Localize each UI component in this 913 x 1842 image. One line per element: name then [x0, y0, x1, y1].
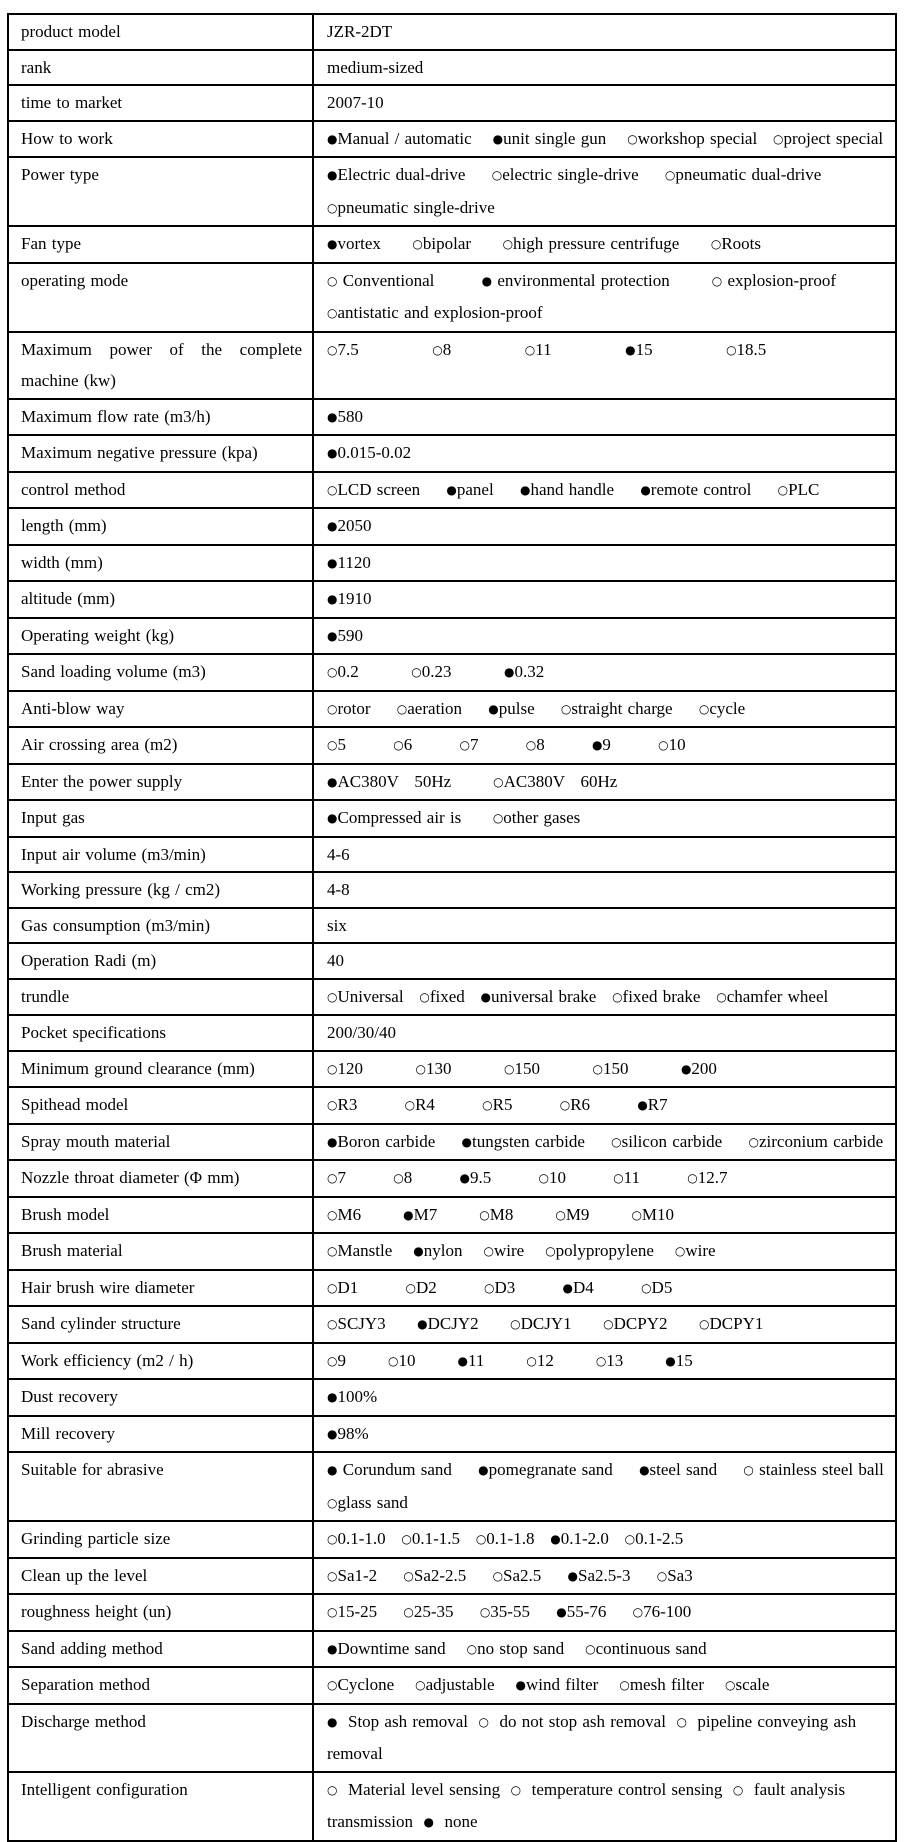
spec-row-value: ○SCJY3 ●DCJY2 ○DCJY1 ○DCPY2 ○DCPY1 [313, 1306, 896, 1343]
hollow-option-bullet-icon: ○ [748, 1134, 759, 1149]
spec-row-label: Maximum flow rate (m3/h) [8, 399, 313, 436]
spec-row [8, 157, 896, 226]
hollow-option-bullet-icon: ○ [327, 1678, 338, 1692]
hollow-option-bullet-icon: ○ [631, 1207, 642, 1222]
filled-option-bullet-icon: ● [327, 811, 338, 825]
spec-row [8, 837, 896, 873]
spec-row-value: ●AC380V 50Hz ○AC380V 60Hz [313, 764, 896, 801]
spec-row-label: Maximum power of the complete machine (kw) [8, 332, 313, 399]
spec-row-value: ○rotor ○aeration ●pulse ○straight charge ○cycle [313, 691, 896, 728]
spec-row [8, 332, 896, 399]
hollow-option-bullet-icon: ○ [411, 665, 422, 679]
spec-row-label: altitude (mm) [8, 581, 313, 618]
spec-row [8, 618, 896, 655]
spec-row-value: ○5 ○6 ○7 ○8 ●9 ○10 [313, 727, 896, 764]
hollow-option-bullet-icon: ○ [698, 701, 710, 716]
hollow-option-bullet-icon: ○ [327, 306, 338, 320]
spec-row-label: Operation Radi (m) [8, 943, 313, 979]
spec-row [8, 654, 896, 691]
hollow-option-bullet-icon: ○ [526, 1353, 537, 1368]
hollow-option-bullet-icon: ○ [603, 1317, 614, 1331]
filled-option-bullet-icon: ● [327, 237, 338, 251]
hollow-option-bullet-icon: ○ [687, 1171, 698, 1185]
spec-row-value: ●Manual / automatic ●unit single gun ○workshop special ○project special [313, 121, 896, 158]
spec-row-label: Discharge method [8, 1704, 313, 1772]
filled-option-bullet-icon: ● [327, 1426, 338, 1441]
hollow-option-bullet-icon: ○ [493, 774, 504, 789]
spec-row-value: ●0.015-0.02 [313, 435, 896, 472]
filled-option-bullet-icon: ● [417, 1317, 428, 1331]
filled-option-bullet-icon: ● [327, 592, 338, 606]
filled-option-bullet-icon: ● [488, 701, 499, 716]
spec-row-label: length (mm) [8, 508, 313, 545]
filled-option-bullet-icon: ● [457, 1353, 468, 1368]
hollow-option-bullet-icon: ○ [327, 1061, 338, 1076]
spec-row-label: roughness height (un) [8, 1594, 313, 1631]
spec-row [8, 1160, 896, 1197]
hollow-option-bullet-icon: ○ [327, 1532, 338, 1546]
spec-row-label: trundle [8, 979, 313, 1016]
hollow-option-bullet-icon: ○ [641, 1280, 652, 1295]
filled-option-bullet-icon: ● [327, 555, 338, 570]
spec-row-value: ●590 [313, 618, 896, 655]
spec-row [8, 943, 896, 979]
spec-row-label: Suitable for abrasive [8, 1452, 313, 1521]
product-spec-table [7, 13, 897, 1842]
hollow-option-bullet-icon: ○ [510, 1317, 521, 1331]
spec-row-label: Clean up the level [8, 1558, 313, 1595]
hollow-option-bullet-icon: ○ [387, 1353, 399, 1368]
spec-row-label: Mill recovery [8, 1416, 313, 1453]
hollow-option-bullet-icon: ○ [432, 342, 443, 357]
spec-row-value: ○R3 ○R4 ○R5 ○R6 ●R7 [313, 1087, 896, 1124]
spec-row-value: ○7 ○8 ●9.5 ○10 ○11 ○12.7 [313, 1160, 896, 1197]
hollow-option-bullet-icon: ○ [479, 1207, 490, 1222]
spec-row-label: Work efficiency (m2 / h) [8, 1343, 313, 1380]
spec-row [8, 1558, 896, 1595]
spec-row [8, 1667, 896, 1704]
hollow-option-bullet-icon: ○ [327, 1568, 338, 1583]
spec-row-label: time to market [8, 85, 313, 121]
spec-row [8, 800, 896, 837]
spec-row-value: ●580 [313, 399, 896, 436]
spec-row-value: JZR-2DT [313, 14, 896, 50]
filled-option-bullet-icon: ● [480, 989, 491, 1004]
hollow-option-bullet-icon: ○ [327, 989, 338, 1004]
spec-row [8, 14, 896, 50]
spec-row-value: ○Cyclone ○adjustable ●wind filter ○mesh filter ○scale [313, 1667, 896, 1704]
hollow-option-bullet-icon: ○ [503, 1061, 515, 1076]
filled-option-bullet-icon: ● [327, 774, 338, 789]
spec-row-value: ● Corundum sand ●pomegranate sand ●steel sand ○ stainless steel ball ○glass sand [313, 1452, 896, 1521]
hollow-option-bullet-icon: ○ [327, 1353, 338, 1368]
spec-row-label: Sand cylinder structure [8, 1306, 313, 1343]
spec-row-value: ○0.2 ○0.23 ●0.32 [313, 654, 896, 691]
hollow-option-bullet-icon: ○ [674, 1244, 686, 1258]
hollow-option-bullet-icon: ○ [327, 200, 338, 215]
hollow-option-bullet-icon: ○ [415, 1678, 426, 1692]
hollow-option-bullet-icon: ○ [327, 1171, 338, 1185]
spec-row-value: ○Sa1-2 ○Sa2-2.5 ○Sa2.5 ●Sa2.5-3 ○Sa3 [313, 1558, 896, 1595]
spec-row-value: ● Stop ash removal ○ do not stop ash removal ○ pipeline conveying ash removal [313, 1704, 896, 1772]
spec-row-value: ○M6 ●M7 ○M8 ○M9 ○M10 [313, 1197, 896, 1234]
spec-row-label: Grinding particle size [8, 1521, 313, 1558]
filled-option-bullet-icon: ● [327, 131, 338, 146]
hollow-option-bullet-icon: ○ [404, 1098, 416, 1112]
spec-row-value: ○Universal ○fixed ●universal brake ○fixed brake ○chamfer wheel [313, 979, 896, 1016]
spec-row-label: Sand adding method [8, 1631, 313, 1668]
spec-row-value: 2007-10 [313, 85, 896, 121]
spec-row-label: rank [8, 50, 313, 86]
spec-row [8, 121, 896, 158]
filled-option-bullet-icon: ● [327, 1641, 338, 1656]
filled-option-bullet-icon: ● [519, 482, 531, 497]
hollow-option-bullet-icon: ○ [415, 1061, 426, 1076]
spec-row-value: ○120 ○130 ○150 ○150 ●200 [313, 1051, 896, 1088]
hollow-option-bullet-icon: ○ [699, 1317, 710, 1331]
spec-row-label: Pocket specifications [8, 1015, 313, 1051]
spec-row-label: Input air volume (m3/min) [8, 837, 313, 873]
spec-row [8, 1233, 896, 1270]
spec-row-label: Sand loading volume (m3) [8, 654, 313, 691]
hollow-option-bullet-icon: ○ [502, 237, 514, 251]
spec-row-label: Enter the power supply [8, 764, 313, 801]
spec-row-label: product model [8, 14, 313, 50]
filled-option-bullet-icon: ● [327, 168, 338, 182]
hollow-option-bullet-icon: ○ [585, 1641, 596, 1656]
hollow-option-bullet-icon: ○ [403, 1568, 414, 1583]
spec-row [8, 1452, 896, 1521]
filled-option-bullet-icon: ● [403, 1207, 414, 1222]
spec-row-label: Minimum ground clearance (mm) [8, 1051, 313, 1088]
spec-row-label: Brush model [8, 1197, 313, 1234]
hollow-option-bullet-icon: ○ [327, 1317, 338, 1331]
hollow-option-bullet-icon: ○ [492, 1568, 504, 1583]
hollow-option-bullet-icon: ○ [327, 665, 338, 679]
hollow-option-bullet-icon: ○ [327, 1495, 338, 1510]
spec-row-value: ●1120 [313, 545, 896, 582]
filled-option-bullet-icon: ● [327, 1714, 338, 1729]
hollow-option-bullet-icon: ○ [619, 1678, 630, 1692]
spec-row [8, 263, 896, 332]
spec-row [8, 1704, 896, 1772]
filled-option-bullet-icon: ● [327, 1390, 338, 1404]
filled-option-bullet-icon: ● [503, 665, 515, 679]
hollow-option-bullet-icon: ○ [475, 1532, 487, 1546]
hollow-option-bullet-icon: ○ [327, 1244, 338, 1258]
spec-row-value: ○9 ○10 ●11 ○12 ○13 ●15 [313, 1343, 896, 1380]
hollow-option-bullet-icon: ○ [711, 273, 723, 288]
spec-row [8, 1197, 896, 1234]
hollow-option-bullet-icon: ○ [525, 738, 537, 752]
spec-row-value: ○D1 ○D2 ○D3 ●D4 ○D5 [313, 1270, 896, 1307]
hollow-option-bullet-icon: ○ [405, 1280, 416, 1295]
spec-row [8, 979, 896, 1016]
spec-row-value: ●Boron carbide ●tungsten carbide ○silicon carbide ○zirconium carbide [313, 1124, 896, 1161]
spec-row [8, 472, 896, 509]
hollow-option-bullet-icon: ○ [538, 1171, 549, 1185]
filled-option-bullet-icon: ● [639, 1463, 650, 1477]
hollow-option-bullet-icon: ○ [393, 1171, 404, 1185]
spec-row-value: ○Manstle ●nylon ○wire ○polypropylene ○wire [313, 1233, 896, 1270]
spec-row-label: Spray mouth material [8, 1124, 313, 1161]
spec-row-value: ●Electric dual-drive ○electric single-drive ○pneumatic dual-drive ○pneumatic single-drive [313, 157, 896, 226]
spec-row-value: ○0.1-1.0 ○0.1-1.5 ○0.1-1.8 ●0.1-2.0 ○0.1-2.5 [313, 1521, 896, 1558]
hollow-option-bullet-icon: ○ [327, 1280, 338, 1295]
spec-row [8, 1594, 896, 1631]
filled-option-bullet-icon: ● [556, 1605, 567, 1619]
hollow-option-bullet-icon: ○ [510, 1782, 522, 1797]
spec-row [8, 399, 896, 436]
spec-row-value: 200/30/40 [313, 1015, 896, 1051]
filled-option-bullet-icon: ● [515, 1678, 527, 1692]
spec-row-value: ●2050 [313, 508, 896, 545]
spec-row-label: Intelligent configuration [8, 1772, 313, 1841]
spec-row-label: Nozzle throat diameter (Φ mm) [8, 1160, 313, 1197]
filled-option-bullet-icon: ● [637, 1098, 648, 1112]
hollow-option-bullet-icon: ○ [627, 131, 638, 146]
spec-row [8, 1416, 896, 1453]
filled-option-bullet-icon: ● [413, 1244, 424, 1258]
spec-row [8, 1051, 896, 1088]
spec-row-label: Separation method [8, 1667, 313, 1704]
filled-option-bullet-icon: ● [461, 1134, 472, 1149]
spec-row-label: Anti-blow way [8, 691, 313, 728]
hollow-option-bullet-icon: ○ [545, 1244, 556, 1258]
hollow-option-bullet-icon: ○ [710, 237, 722, 251]
spec-row-label: Maximum negative pressure (kpa) [8, 435, 313, 472]
hollow-option-bullet-icon: ○ [327, 482, 338, 497]
spec-row-value: ●vortex ○bipolar ○high pressure centrifuge ○Roots [313, 226, 896, 263]
hollow-option-bullet-icon: ○ [327, 1098, 338, 1112]
spec-row [8, 1772, 896, 1841]
spec-row-value: 4-8 [313, 872, 896, 908]
hollow-option-bullet-icon: ○ [612, 989, 623, 1004]
hollow-option-bullet-icon: ○ [396, 701, 408, 716]
spec-row [8, 1015, 896, 1051]
spec-row-label: Dust recovery [8, 1379, 313, 1416]
spec-row [8, 1379, 896, 1416]
spec-row-value: ●98% [313, 1416, 896, 1453]
spec-row [8, 226, 896, 263]
filled-option-bullet-icon: ● [562, 1280, 574, 1295]
hollow-option-bullet-icon: ○ [393, 738, 404, 752]
spec-row-label: Spithead model [8, 1087, 313, 1124]
spec-row-value: ○LCD screen ●panel ●hand handle ●remote control ○PLC [313, 472, 896, 509]
hollow-option-bullet-icon: ○ [459, 738, 470, 752]
filled-option-bullet-icon: ● [680, 1061, 692, 1076]
filled-option-bullet-icon: ● [327, 519, 338, 533]
spec-row-label: Input gas [8, 800, 313, 837]
spec-row [8, 872, 896, 908]
spec-row [8, 1343, 896, 1380]
hollow-option-bullet-icon: ○ [743, 1463, 754, 1477]
filled-option-bullet-icon: ● [327, 409, 338, 424]
spec-row-value: ●100% [313, 1379, 896, 1416]
spec-row [8, 1306, 896, 1343]
hollow-option-bullet-icon: ○ [559, 1098, 571, 1112]
hollow-option-bullet-icon: ○ [676, 1714, 687, 1729]
spec-row-value: medium-sized [313, 50, 896, 86]
spec-row [8, 1087, 896, 1124]
filled-option-bullet-icon: ● [550, 1532, 561, 1546]
spec-row [8, 545, 896, 582]
spec-row-value: six [313, 908, 896, 944]
hollow-option-bullet-icon: ○ [327, 738, 338, 752]
spec-row-label: Working pressure (kg / cm2) [8, 872, 313, 908]
hollow-option-bullet-icon: ○ [613, 1171, 624, 1185]
hollow-option-bullet-icon: ○ [492, 811, 504, 825]
filled-option-bullet-icon: ● [625, 342, 636, 357]
spec-row [8, 508, 896, 545]
hollow-option-bullet-icon: ○ [327, 1207, 338, 1222]
hollow-option-bullet-icon: ○ [555, 1207, 566, 1222]
hollow-option-bullet-icon: ○ [327, 701, 338, 716]
hollow-option-bullet-icon: ○ [726, 342, 737, 357]
spec-row-label: width (mm) [8, 545, 313, 582]
hollow-option-bullet-icon: ○ [524, 342, 536, 357]
hollow-option-bullet-icon: ○ [777, 482, 789, 497]
hollow-option-bullet-icon: ○ [327, 342, 338, 357]
filled-option-bullet-icon: ● [492, 131, 504, 146]
filled-option-bullet-icon: ● [423, 1815, 434, 1829]
spec-row-label: operating mode [8, 263, 313, 332]
spec-table-body [8, 14, 896, 1841]
hollow-option-bullet-icon: ○ [483, 1244, 494, 1258]
filled-option-bullet-icon: ● [327, 628, 338, 643]
hollow-option-bullet-icon: ○ [664, 168, 676, 182]
hollow-option-bullet-icon: ○ [732, 1782, 744, 1797]
spec-row [8, 908, 896, 944]
filled-option-bullet-icon: ● [567, 1568, 579, 1583]
spec-row-value: 40 [313, 943, 896, 979]
filled-option-bullet-icon: ● [446, 482, 457, 497]
spec-row [8, 85, 896, 121]
filled-option-bullet-icon: ● [327, 1463, 338, 1477]
hollow-option-bullet-icon: ○ [632, 1605, 644, 1619]
filled-option-bullet-icon: ● [481, 273, 493, 288]
spec-row-label: Brush material [8, 1233, 313, 1270]
hollow-option-bullet-icon: ○ [624, 1532, 636, 1546]
spec-row-value: ●Compressed air is ○other gases [313, 800, 896, 837]
hollow-option-bullet-icon: ○ [484, 1280, 495, 1295]
spec-row [8, 435, 896, 472]
filled-option-bullet-icon: ● [478, 1463, 489, 1477]
hollow-option-bullet-icon: ○ [482, 1098, 493, 1112]
product-spec-page [0, 13, 913, 1831]
hollow-option-bullet-icon: ○ [656, 1568, 668, 1583]
hollow-option-bullet-icon: ○ [611, 1134, 622, 1149]
filled-option-bullet-icon: ● [591, 738, 603, 752]
spec-row-label: Gas consumption (m3/min) [8, 908, 313, 944]
spec-row-label: control method [8, 472, 313, 509]
filled-option-bullet-icon: ● [327, 446, 338, 460]
spec-row [8, 1270, 896, 1307]
filled-option-bullet-icon: ● [665, 1353, 676, 1368]
hollow-option-bullet-icon: ○ [479, 1605, 491, 1619]
spec-row [8, 727, 896, 764]
hollow-option-bullet-icon: ○ [478, 1714, 490, 1729]
hollow-option-bullet-icon: ○ [327, 1605, 338, 1619]
hollow-option-bullet-icon: ○ [466, 1641, 478, 1656]
hollow-option-bullet-icon: ○ [716, 989, 727, 1004]
spec-row [8, 1124, 896, 1161]
spec-row-label: Air crossing area (m2) [8, 727, 313, 764]
spec-row-value: 4-6 [313, 837, 896, 873]
spec-row [8, 764, 896, 801]
filled-option-bullet-icon: ● [640, 482, 651, 497]
spec-row-label: Hair brush wire diameter [8, 1270, 313, 1307]
spec-row-label: How to work [8, 121, 313, 158]
spec-row-label: Fan type [8, 226, 313, 263]
spec-row [8, 581, 896, 618]
spec-row [8, 50, 896, 86]
spec-row-value: ○ Material level sensing ○ temperature control sensing ○ fault analysis transmission ● none [313, 1772, 896, 1841]
spec-row [8, 691, 896, 728]
spec-row-label: Operating weight (kg) [8, 618, 313, 655]
hollow-option-bullet-icon: ○ [491, 168, 503, 182]
hollow-option-bullet-icon: ○ [595, 1353, 607, 1368]
hollow-option-bullet-icon: ○ [724, 1678, 736, 1692]
filled-option-bullet-icon: ● [327, 1134, 338, 1149]
spec-row-value: ○ Conventional ● environmental protection ○ explosion-proof ○antistatic and explosion-proof [313, 263, 896, 332]
hollow-option-bullet-icon: ○ [327, 1782, 338, 1797]
spec-row-label: Power type [8, 157, 313, 226]
spec-row-value: ●Downtime sand ○no stop sand ○continuous sand [313, 1631, 896, 1668]
hollow-option-bullet-icon: ○ [419, 989, 430, 1004]
spec-row-value: ●1910 [313, 581, 896, 618]
spec-row [8, 1521, 896, 1558]
hollow-option-bullet-icon: ○ [772, 131, 784, 146]
hollow-option-bullet-icon: ○ [658, 738, 669, 752]
hollow-option-bullet-icon: ○ [401, 1532, 412, 1546]
hollow-option-bullet-icon: ○ [412, 237, 423, 251]
hollow-option-bullet-icon: ○ [592, 1061, 603, 1076]
spec-row-value: ○7.5 ○8 ○11 ●15 ○18.5 [313, 332, 896, 399]
spec-row [8, 1631, 896, 1668]
filled-option-bullet-icon: ● [459, 1171, 470, 1185]
hollow-option-bullet-icon: ○ [560, 701, 572, 716]
spec-row-value: ○15-25 ○25-35 ○35-55 ●55-76 ○76-100 [313, 1594, 896, 1631]
hollow-option-bullet-icon: ○ [403, 1605, 414, 1619]
hollow-option-bullet-icon: ○ [327, 273, 338, 288]
